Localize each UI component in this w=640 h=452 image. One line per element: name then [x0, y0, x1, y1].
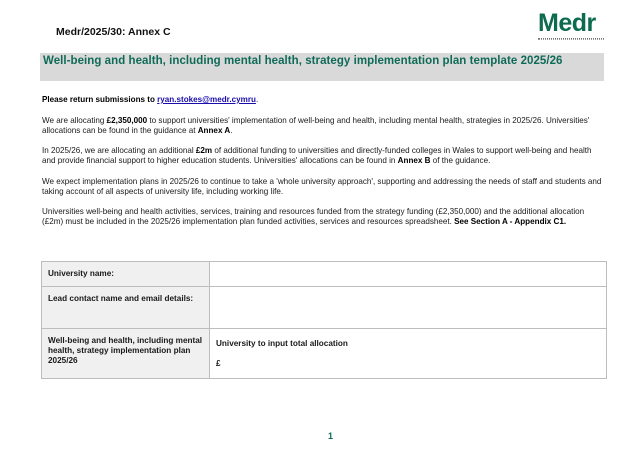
lead-contact-field[interactable] [210, 287, 607, 329]
plan-label: Well-being and health, including mental health, strategy implementation plan 2025/26 [42, 329, 210, 379]
body-content [42, 95, 607, 238]
logo-wordmark: Medr [538, 9, 596, 37]
currency-symbol: £ [216, 359, 221, 368]
submission-form-table [41, 261, 607, 379]
medr-logo-icon [538, 10, 608, 50]
p2-annex-ref: Annex B [397, 156, 431, 165]
logo-tagline [538, 38, 604, 40]
total-allocation-label: University to input total allocation [216, 339, 348, 348]
paragraph-additional-funding [42, 146, 607, 166]
paragraph-whole-university: We expect implementation plans in 2025/26 to continue to take a 'whole university approach', supporting and addressing the needs of staff and students and taking account of all aspects of university life, including working life. [42, 176, 602, 196]
paragraph-allocation [42, 116, 607, 136]
university-name-label: University name: [42, 262, 210, 287]
p1-text-e: . [230, 125, 233, 135]
document-reference: Medr/2025/30: Annex C [56, 26, 171, 38]
p2-amount: £2m [195, 146, 213, 155]
title-banner [40, 53, 604, 81]
return-prefix: Please return submissions to [42, 95, 158, 104]
p2-text-a: In 2025/26, we are allocating an additional [42, 146, 196, 155]
lead-contact-label: Lead contact name and email details: [42, 287, 210, 329]
table-row [42, 287, 607, 329]
p4-text-a: Universities well-being and health activities, services, training and resources funded from the strategy funding (£2,350,000) and the additional allocation (£2m) must be included in the 2025/26 implementation plan funded activities, services and resources spreadsheet. [42, 207, 585, 226]
p1-annex-ref: Annex A [197, 125, 231, 135]
p4-section-ref: See Section A - Appendix C1. [454, 217, 567, 226]
submission-email-link[interactable]: ryan.stokes@medr.cymru [157, 95, 256, 104]
return-instructions [42, 95, 607, 105]
return-suffix: . [255, 95, 259, 104]
page-number: 1 [328, 431, 334, 441]
university-name-field[interactable] [210, 262, 607, 287]
p1-text-c: to support universities' implementation of well-being and health, including mental health, strategies in 2025/26. Universities' allocations can be found in the guidance at [42, 115, 590, 135]
p1-text-a: We are allocating [42, 115, 107, 125]
p2-text-e: of the guidance. [430, 156, 491, 165]
total-allocation-field[interactable] [210, 329, 607, 379]
table-row [42, 329, 607, 379]
p1-amount: £2,350,000 [106, 115, 148, 125]
page-title: Well-being and health, including mental health, strategy implementation plan template 2025/26 [43, 55, 563, 67]
table-row [42, 262, 607, 287]
paragraph-spreadsheet [42, 207, 607, 227]
p2-text-c: of additional funding to universities and directly-funded colleges in Wales to support well-being and health and provide financial support to higher education students. Universities' allocations can be found in [42, 146, 592, 165]
